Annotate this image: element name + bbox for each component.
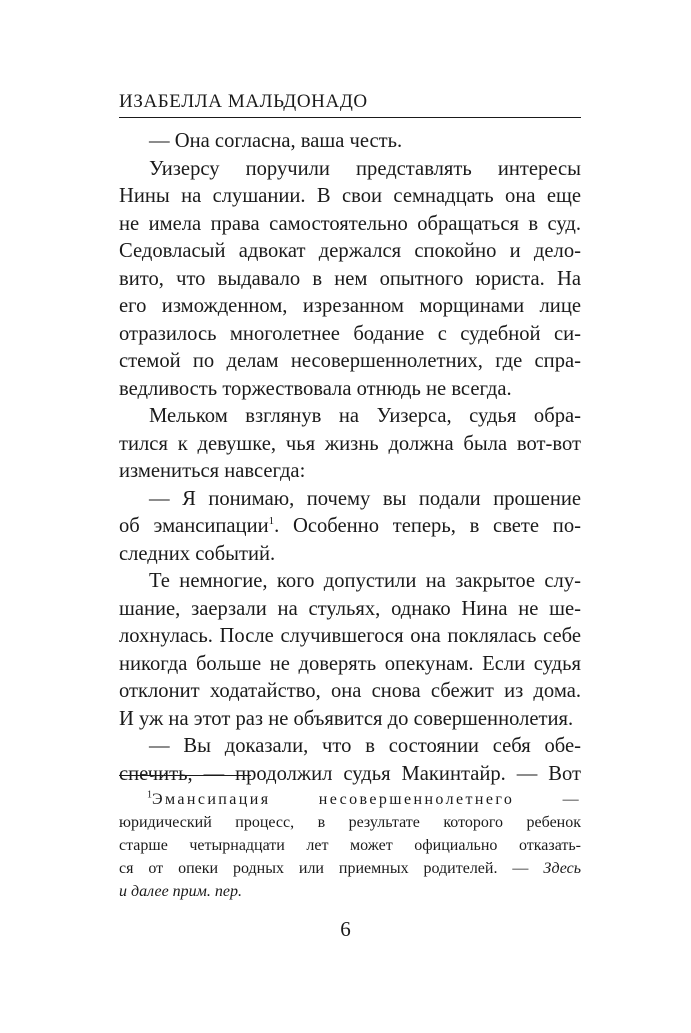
text-line-content: спечить, — продолжил судья Макинтайр. — Вот: [119, 762, 581, 785]
footnote-italic: Здесь: [543, 860, 582, 877]
body-text: [119, 128, 581, 788]
text-line-content: И уж на этот раз не объявится до совершеннолетия.: [119, 707, 574, 730]
text-line-content: . Особенно теперь, в свете по-: [274, 515, 581, 537]
text-line: [119, 541, 581, 569]
page-number: 6: [340, 917, 351, 941]
text-line: [119, 568, 581, 596]
footnote-line: [119, 788, 581, 811]
text-line: [119, 596, 581, 624]
text-line: [119, 266, 581, 294]
text-line: [119, 128, 581, 156]
footnote-line: старше четырнадцати лет может официально отказать-: [119, 837, 581, 854]
text-line: [119, 183, 581, 211]
text-line-content: — Она согласна, ваша честь.: [149, 130, 403, 152]
footnote-line: [119, 857, 581, 880]
text-line: [119, 513, 581, 541]
running-head-author: ИЗАБЕЛЛА МАЛЬДОНАДО: [119, 91, 368, 112]
text-line-content: — Вы доказали, что в состоянии себя обе-: [149, 735, 581, 757]
text-line: [119, 376, 581, 404]
text-line-content: ведливость торжествовала отнюдь не всегда.: [119, 377, 512, 400]
text-line: [119, 651, 581, 679]
text-line-content: отклонит ходатайство, она снова сбежит из дома.: [119, 680, 581, 702]
text-line-content: об эмансипации: [119, 515, 269, 537]
text-line-content: отразилось многолетнее бодание с судебной си-: [119, 322, 581, 345]
text-line-content: Уизерсу поручили представлять интересы: [149, 157, 581, 180]
text-line: [119, 211, 581, 239]
text-line: [119, 293, 581, 321]
footnote-reference: 1: [268, 515, 275, 528]
text-line-content: вито, что выдавало в нем опытного юриста. На: [119, 267, 581, 290]
footnote-text: ся от опеки родных или приемных родителей. —: [119, 860, 529, 877]
header-rule: [119, 117, 581, 118]
text-line-content: Седовласый адвокат держался спокойно и дело-: [119, 240, 581, 262]
text-line-content: никогда больше не доверять опекунам. Если судья: [119, 652, 581, 675]
text-line-content: Те немногие, кого допустили на закрытое слу-: [149, 570, 581, 592]
footnote-text: Эмансипация несовершеннолетнего —: [152, 791, 581, 808]
footnote: [119, 788, 581, 903]
text-line-content: Мельком взглянув на Уизерса, судья обра-: [149, 405, 581, 427]
footnote-italic: и далее прим. пер.: [119, 883, 242, 900]
text-line: [119, 348, 581, 376]
text-line: [119, 678, 581, 706]
text-line: [119, 321, 581, 349]
text-line-content: стемой по делам несовершеннолетних, где спра-: [119, 350, 581, 372]
text-line-content: его изможденном, изрезанном морщинами лице: [119, 295, 581, 317]
footnote-line: юридический процесс, в результате которого ребенок: [119, 814, 581, 831]
text-line: [119, 403, 581, 431]
text-line-content: тился к девушке, чья жизнь должна была вот-вот: [119, 432, 581, 455]
text-line-content: шание, заерзали на стульях, однако Нина не ше-: [119, 597, 581, 620]
text-line: [119, 431, 581, 459]
footnote-rule: [119, 775, 251, 776]
footnote-marker: 1: [147, 789, 152, 801]
text-line: [119, 156, 581, 184]
text-line-content: Нины на слушании. В свои семнадцать она еще: [119, 185, 581, 207]
text-line-content: — Я понимаю, почему вы подали прошение: [149, 487, 581, 510]
text-line-content: не имела права самостоятельно обращаться в суд.: [119, 212, 581, 235]
text-line-content: измениться навсегда:: [119, 460, 306, 482]
text-line: [119, 458, 581, 486]
text-line: [119, 706, 581, 734]
footnote-line: [119, 880, 581, 903]
text-line-content: лохнулась. После случившегося она поклялась себе: [119, 625, 581, 647]
text-line-content: следних событий.: [119, 542, 276, 565]
text-line: [119, 486, 581, 514]
text-line: [119, 238, 581, 266]
text-line: [119, 623, 581, 651]
text-line: [119, 733, 581, 761]
